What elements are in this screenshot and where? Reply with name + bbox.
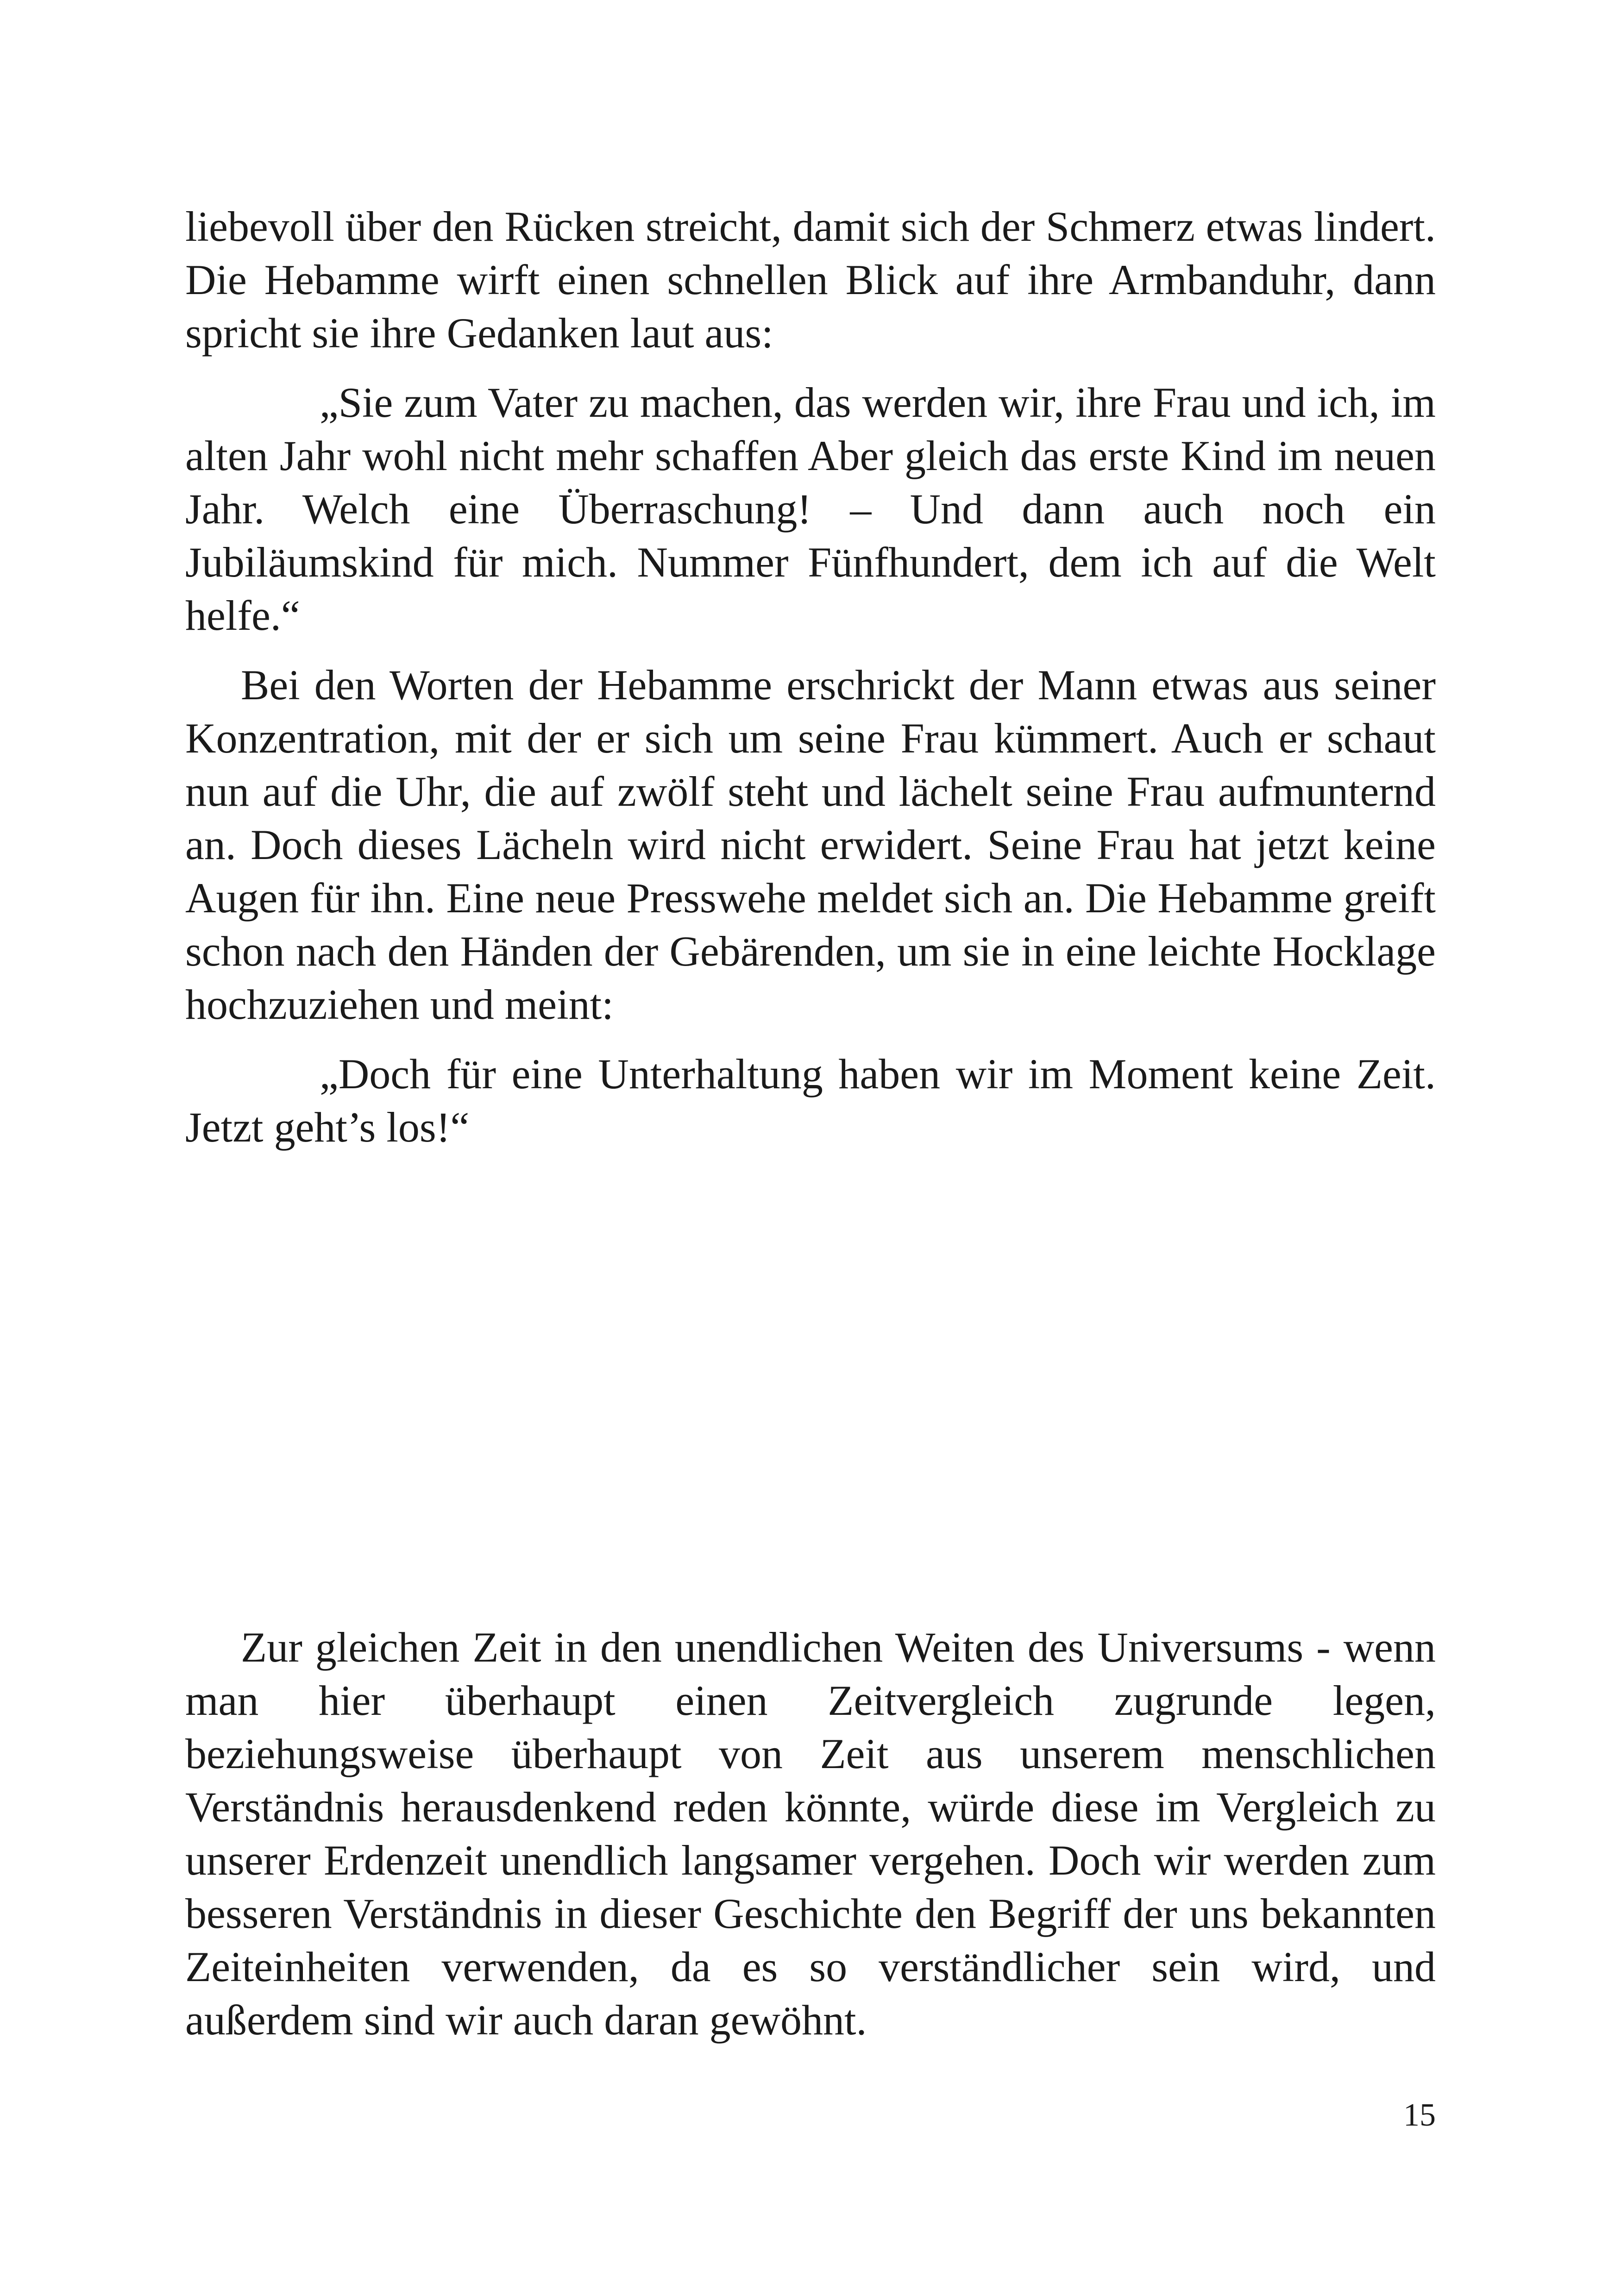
paragraph-quote-midwife: „Sie zum Vater zu machen, das werden wir, ihre Frau und ich, im alten Jahr wohl nicht mehr schaffen Aber gleich das erste Kind im neuen Jahr. Welch eine Überraschung! – Und dann auch noch ein Jubiläumskind für mich. Nummer Fünfhundert, dem ich auf die Welt helfe.“ xyxy=(185,379,1436,639)
page-number: 15 xyxy=(1403,2097,1436,2133)
paragraph-quote-start: „Doch für eine Unterhaltung haben wir im Moment keine Zeit. Jetzt geht’s los!“ xyxy=(185,1050,1436,1151)
paragraph-narration: Bei den Worten der Hebamme erschrickt der Mann etwas aus seiner Konzentration, mit der er sich um seine Frau kümmert. Auch er schaut nun auf die Uhr, die auf zwölf steht und lächelt seine Frau aufmunternd an. Doch dieses Lächeln wird nicht erwidert. Seine Frau hat jetzt keine Augen für ihn. Eine neue Presswehe meldet sich an. Die Hebamme greift schon nach den Händen der Gebärenden, um sie in eine leichte Hocklage hochzuziehen und meint: xyxy=(185,661,1436,1028)
text-block-top xyxy=(185,200,1436,1154)
paragraph-universe: Zur gleichen Zeit in den unendlichen Weiten des Universums - wenn man hier überhaupt einen Zeitvergleich zugrunde legen, beziehungsweise überhaupt von Zeit aus unserem menschlichen Verständnis herausdenkend reden könnte, würde diese im Vergleich zu unserer Erdenzeit unendlich langsamer vergehen. Doch wir werden zum besseren Verständnis in dieser Geschichte den Begriff der uns bekannten Zeiteinheiten verwenden, da es so verständlicher sein wird, und außerdem sind wir auch daran gewöhnt. xyxy=(185,1624,1436,2044)
paragraph-continuation: liebevoll über den Rücken streicht, damit sich der Schmerz etwas lindert. Die Hebamme wirft einen schnellen Blick auf ihre Armbanduhr, dann spricht sie ihre Gedanken laut aus: xyxy=(185,203,1436,357)
text-block-bottom xyxy=(185,1621,1436,2047)
